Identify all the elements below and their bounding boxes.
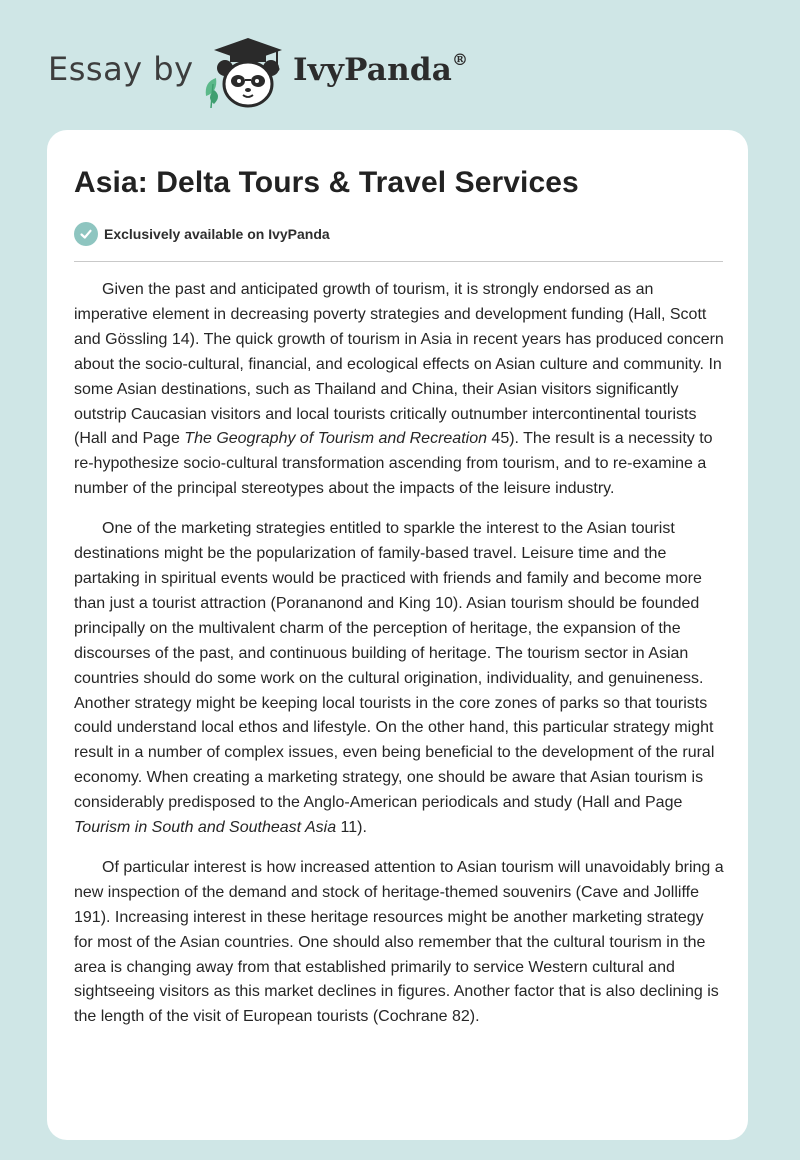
paragraph-text: Of particular interest is how increased attention to Asian tourism will unavoidably bring a new inspection of the demand and stock of heritage-themed souvenirs (Cave and Jolliffe 191). Increasing interest in these heritage resources might be another marketing strategy for most of the Asian countries. One should also remember that the cultural tourism in the area is changing away from that established primarily to service Western cultural and sightseeing visitors as this market declines in figures. Another factor that is also declining is the length of the visit of European tourists (Cochrane 82). bbox=[74, 858, 724, 1026]
paragraph-text: 11). bbox=[336, 819, 367, 837]
paragraph-text: One of the marketing strategies entitled to sparkle the interest to the Asian tourist destinations might be the popularization of family-based travel. Leisure time and the partaking in spiritual events would be practiced with friends and family and become more than just a tourist attraction (Porananond and King 10). Asian tourism should be founded principally on the multivalent charm of the perception of heritage, the expansion of the discourses of the past, and continuous building of heritage. The tourism sector in Asian countries should do some work on the cultural origination, individuality, and genuineness. Another strategy might be keeping local tourists in the core zones of parks so that tourists could understand local ethos and lifestyle. On the other hand, this particular strategy might result in a number of complex issues, even being beneficial to the development of the rural economy. When creating a marketing strategy, one should be aware that Asian tourism is considerably predisposed to the Anglo-American periodicals and study (Hall and Page bbox=[74, 520, 715, 812]
paragraph bbox=[74, 856, 726, 1030]
cited-title: The Geography of Tourism and Recreation bbox=[184, 430, 487, 448]
article-body bbox=[74, 278, 726, 1030]
paragraph bbox=[74, 517, 726, 841]
page-title: Asia: Delta Tours & Travel Services bbox=[74, 166, 579, 199]
brand-name-text: IvyPanda bbox=[293, 52, 452, 88]
registered-mark: ® bbox=[452, 49, 469, 69]
essay-by-label: Essay by bbox=[48, 50, 194, 88]
badge-label: Exclusively available on IvyPanda bbox=[104, 226, 330, 242]
check-circle-icon bbox=[74, 222, 98, 246]
site-header bbox=[0, 0, 800, 130]
exclusive-badge bbox=[74, 222, 330, 246]
paragraph-text: Given the past and anticipated growth of tourism, it is strongly endorsed as an imperative element in decreasing poverty strategies and development funding (Hall, Scott and Gössling 14). The quick growth of tourism in Asia in recent years has produced concern about the socio-cultural, financial, and ecological effects on Asian culture and community. In some Asian destinations, such as Thailand and China, their Asian visitors significantly outstrip Caucasian visitors and local tourists critically outnumber intercontinental tourists (Hall and Page bbox=[74, 281, 724, 448]
divider bbox=[74, 261, 723, 262]
cited-title: Tourism in South and Southeast Asia bbox=[74, 819, 337, 837]
paragraph-text: 45). The result is a necessity to re-hypothesize socio-cultural transformation ascending from tourism, and to re-examine a number of the principal stereotypes about the impacts of the leisure industry. bbox=[74, 430, 713, 498]
article-card bbox=[47, 130, 748, 1140]
paragraph bbox=[74, 278, 726, 502]
brand-name[interactable] bbox=[293, 49, 469, 88]
panda-graduate-logo-icon[interactable] bbox=[200, 34, 288, 110]
